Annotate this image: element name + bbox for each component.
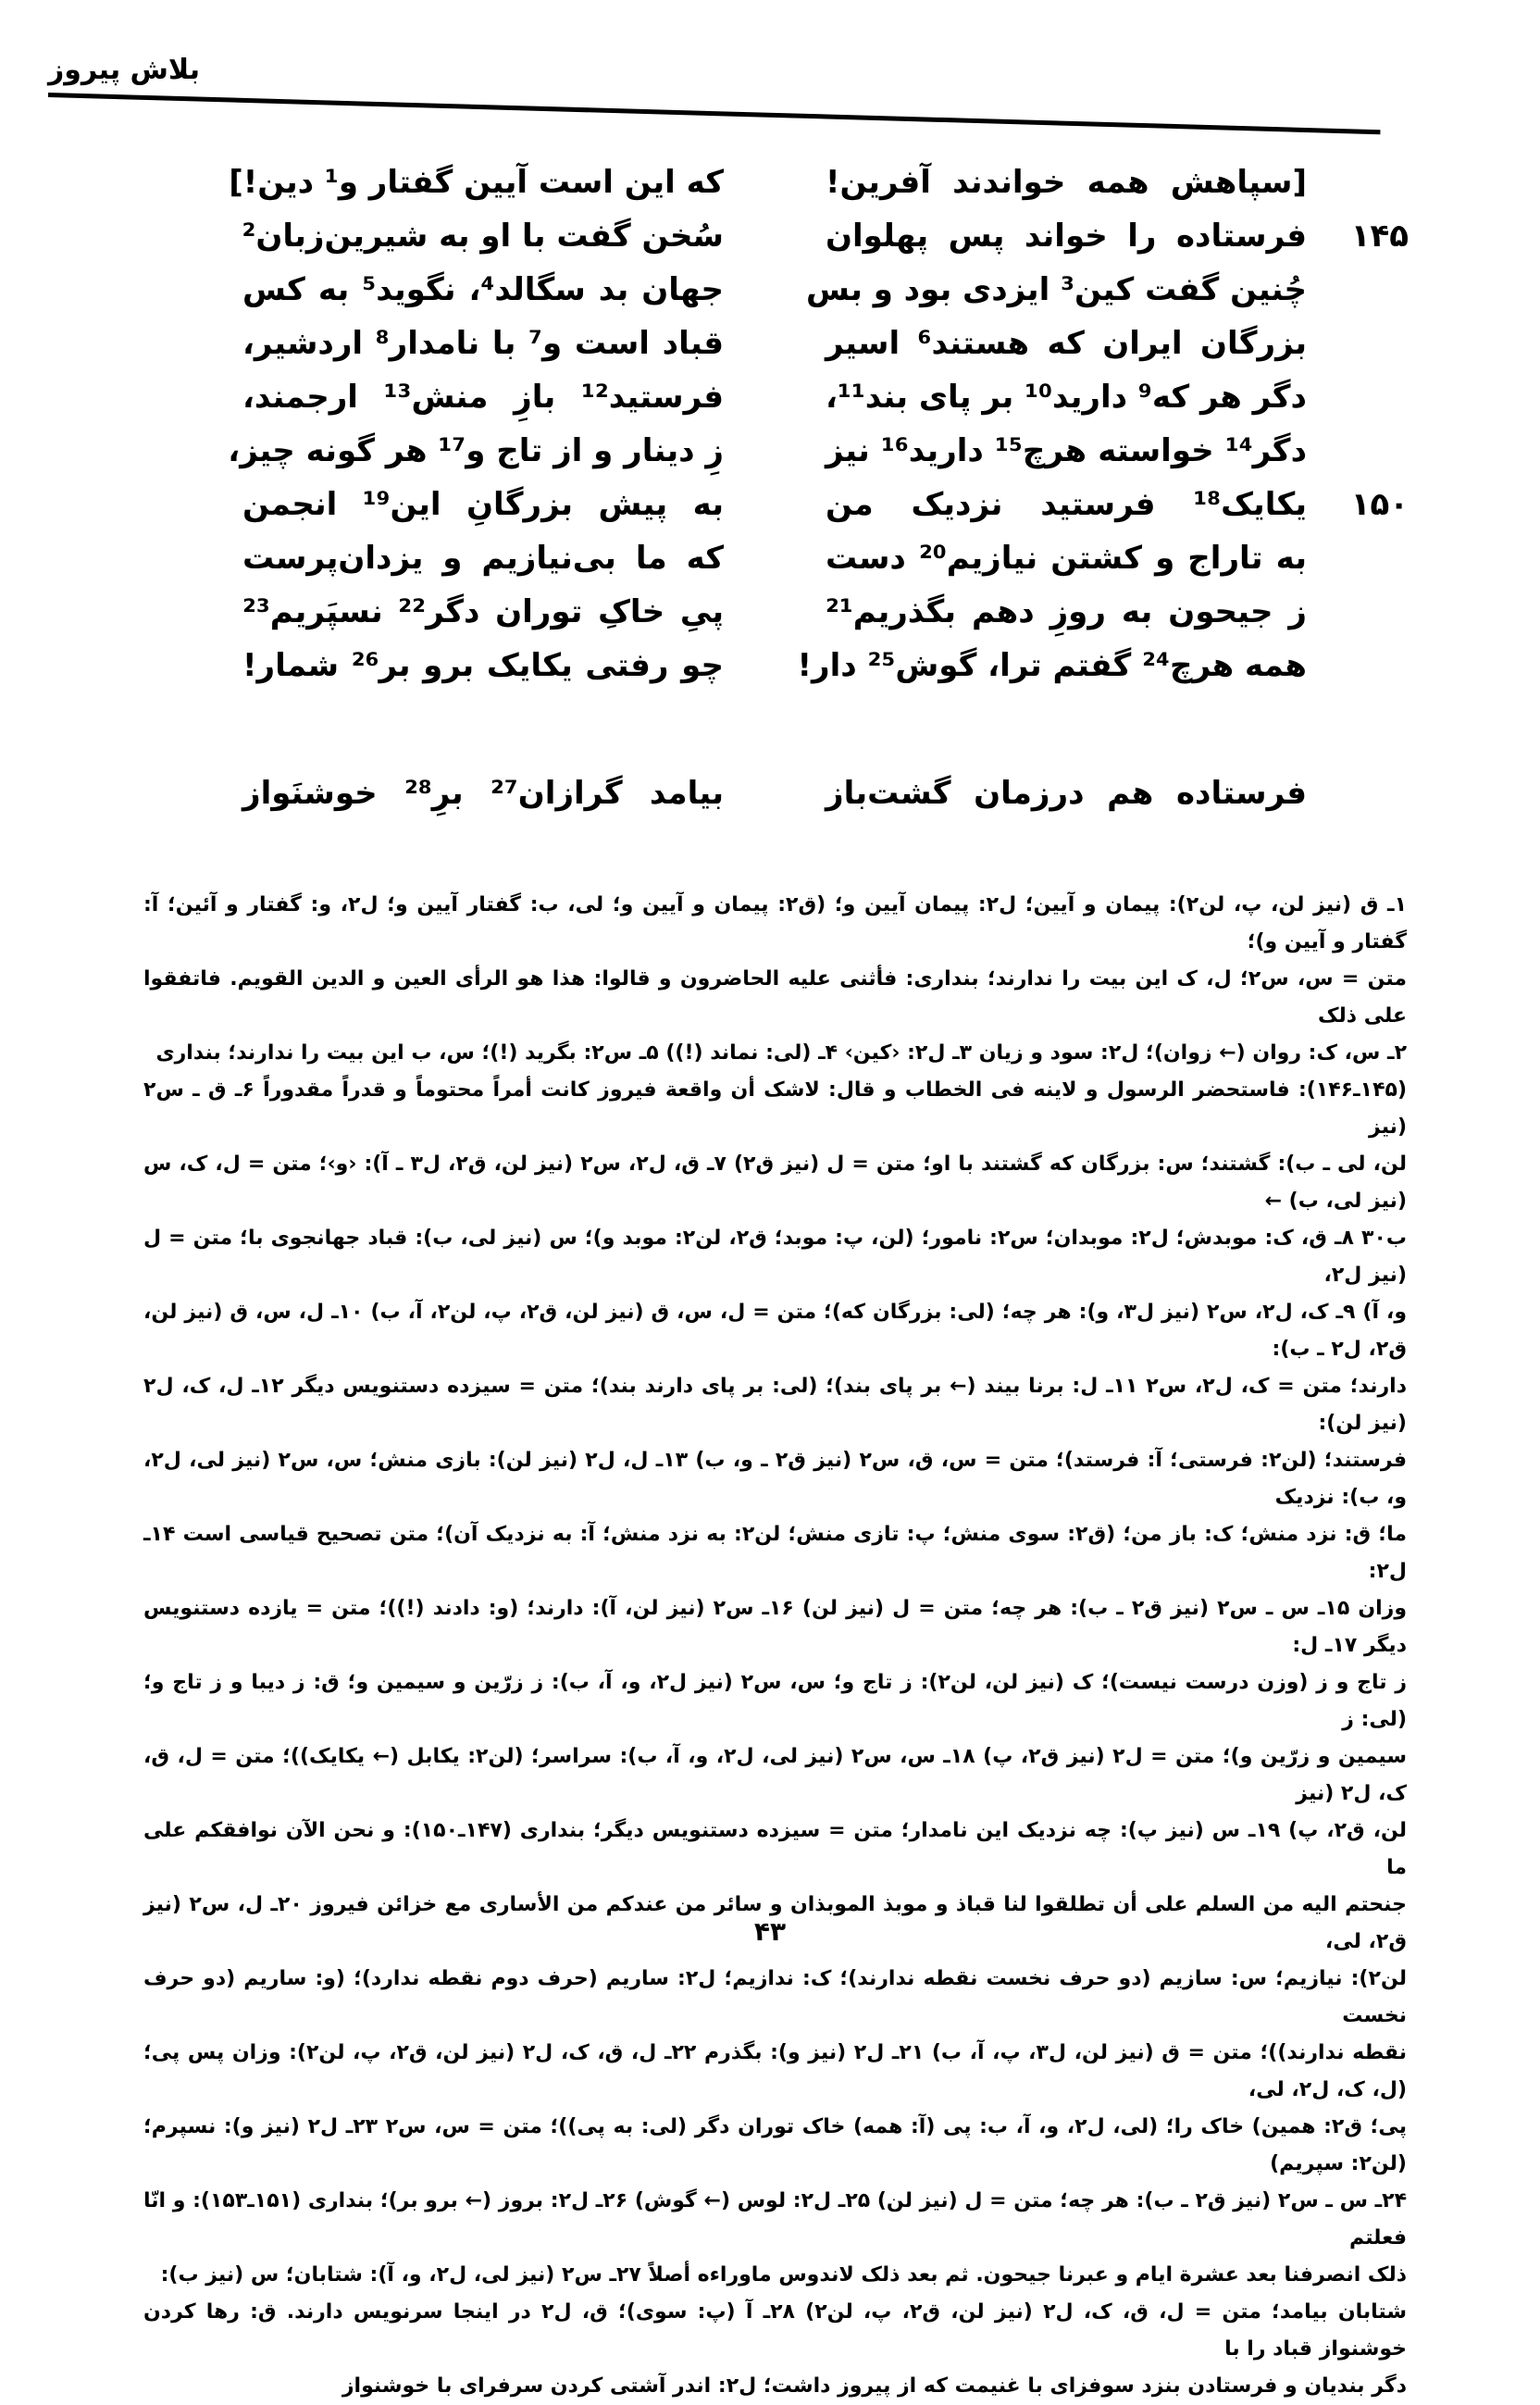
couplet [242,370,1409,424]
footnote-line: (۱۴۵ـ۱۴۶): فاستحضر الرسول و لاینه فی الخطاب و قال: لاشک أن واقعة فیروز کانت أمراً محتوماً و قدراً مقدوراً ۶ـ ق ـ س۲ (نیز [143,1078,1407,1139]
hemistich-right: [سپاهش همه خواندند آفرین! [826,164,1307,201]
poem-body [228,156,1409,692]
footnote-line: سیمین و زرّین و)؛ متن = ل۲ (نیز ق۲، پ) ۱۸ـ س، س۲ (نیز لی، ل۲، و، آ، ب): سراسر؛ (لن۲: یکابل (← یکایک))؛ متن = ل، ق، ک، ل۲ (نیز [143,1745,1407,1805]
couplet [242,639,1409,692]
couplet [242,209,1409,263]
footnote-line: ۲ـ س، ک: روان (← زوان)؛ ل۲: سود و زیان ۳ـ ل۲: ‹کین› ۴ـ (لی: نماند (!)) ۵ـ س۲: بگرید (!)؛ س، ب این بیت را ندارند؛ بنداری [155,1041,1407,1065]
hemistich-right: دگر¹⁴ خواسته هرچ¹⁵ دارید¹⁶ نیز [826,432,1308,469]
footnote-line: ۱ـ ق (نیز لن، پ، لن۲): پیمان و آیین؛ ل۲: پیمان آیین و؛ (ق۲: پیمان و آیین و؛ لی، ب: گفتار آیین و؛ ل۲، و: گفتار و آئین؛ آ: گفتار و آیین و)؛ [143,893,1407,953]
footnote-line: نقطه ندارند))؛ متن = ق (نیز لن، ل۳، پ، آ، ب) ۲۱ـ ل۲ (نیز و): بگذرم ۲۲ـ ل، ق، ک، ل۲ (نیز لن، ق۲، پ، لن۲): وزان پس پی؛ (ل، ک، ل۲، لی، [143,2041,1407,2101]
footnote-line: و، آ) ۹ـ ک، ل۲، س۲ (نیز ل۳، و): هر چه؛ (لی: بزرگان که)؛ متن = ل، س، ق (نیز لن، ق۲، پ، لن۲، آ، ب) ۱۰ـ ل، س، ق (نیز لن، ق۲، ل۲ ـ ب): [143,1301,1408,1361]
footnote-line: متن = س، س۲؛ ل، ک این بیت را ندارند؛ بنداری: فأثنی علیه الحاضرون و قالوا: هذا هو الرأی العین و الدین القویم. فاتفقوا علی ذلک [143,967,1407,1028]
footnote-line: پی؛ ق۲: همین) خاک را؛ (لی، ل۲، و، آ، ب: پی (آ: همه) خاک توران دگر (لی: به پی))؛ متن = س، س۲ ۲۳ـ ل۲ (نیز و): نسپرم؛ (لن۲: سپریم) [143,2115,1407,2175]
hemistich-right: فرستاده را خواند پس پهلوان [826,218,1307,255]
hemistich-right: فرستاده هم درزمان گشت‌باز [826,775,1307,812]
hemistich-right: دگر هر که⁹ دارید¹⁰ بر پای بند¹¹، [826,379,1307,416]
hemistich-left: بیامد گرازان²⁷ برِ²⁸ خوشنَواز [242,775,724,812]
hemistich-left: پیِ خاکِ توران دگر²² نسپَریم²³ [242,593,724,630]
couplet [242,585,1409,639]
footnote-line: شتابان بیامد؛ متن = ل، ق، ک، ل۲ (نیز لن، ق۲، پ، لن۲) ۲۸ـ آ (پ: سوی)؛ ق، ل۲ در اینجا سرنویس دارند. ق: رها کردن خوشنواز قباد را با [143,2300,1408,2361]
footnote-line: فرستند؛ (لن۲: فرستی؛ آ: فرستد)؛ متن = س، ق، س۲ (نیز ق۲ ـ و، ب) ۱۳ـ ل، ل۲ (نیز لن): بازی منش؛ س، س۲ (نیز لی، ل۲، و، ب): نزدیک [143,1449,1407,1509]
footnote-line: لن، ق۲، پ) ۱۹ـ س (نیز پ): چه نزدیک این نامدار؛ متن = سیزده دستنویس دیگر؛ بنداری (۱۴۷ـ۱۵۰): و نحن الآن نوافقکم علی ما [143,1819,1408,1879]
hemistich-right: بزرگان ایران که هستند⁶ اسیر [826,325,1307,362]
hemistich-right: به تاراج و کشتن نیازیم²⁰ دست [826,540,1307,577]
hemistich-right: چُنین گفت کین³ ایزدی بود و بس [806,271,1307,308]
hemistich-right: یکایک¹⁸ فرستید نزدیک من [826,486,1307,523]
verse-number: ۱۵۰ [1350,486,1409,523]
hemistich-right: ز جیحون به روزِ دهم بگذریم²¹ [826,593,1307,630]
couplet [228,424,1409,478]
hemistich-left: فرستید¹² بازِ منش¹³ ارجمند، [242,379,724,416]
footnote-line: لن۲): نیازیم؛ س: سازیم (دو حرف نخست نقطه ندارند)؛ ک: ندازیم؛ ل۲: ساریم (حرف دوم نقطه ندارد)؛ (و: ساریم (دو حرف نخست [143,1967,1407,2027]
footnote-line: لن، لی ـ ب): گشتند؛ س: بزرگان که گشتند با او؛ متن = ل (نیز ق۲) ۷ـ ق، ل۲، س۲ (نیز لن، ق۲، ل۳ ـ آ): ‹و›؛ متن = ل، ک، س (نیز لی، ب) ← [143,1153,1408,1213]
footnote-line: دارند؛ متن = ک، ل۲، س۲ ۱۱ـ ل: برنا بیند (← بر پای بند)؛ (لی: بر پای دارند بند)؛ متن = سیزده دستنویس دیگر ۱۲ـ ل، ک، ل۲ (نیز لن): [143,1375,1407,1435]
footnote-line: ما؛ ق: نزد منش؛ ک: باز من؛ (ق۲: سوی منش؛ پ: تازی منش؛ لن۲: به نزد منش؛ آ: به نزدیک آن)؛ متن تصحیح قیاسی است ۱۴ـ ل۲: [143,1523,1408,1583]
couplet [242,263,1409,317]
hemistich-left: قباد است و⁷ با نامدار⁸ اردشیر، [242,325,724,362]
couplet [242,531,1409,585]
footnote-line: ۲۴ـ س ـ س۲ (نیز ق۲ ـ ب): هر چه؛ متن = ل (نیز لن) ۲۵ـ ل۲: لوس (← گوش) ۲۶ـ ل۲: بروز (← برو بر)؛ بنداری (۱۵۱ـ۱۵۳): و انّا فعلتم [143,2189,1407,2249]
hemistich-left: جهان بد سگالد⁴، نگوید⁵ به کس [242,271,724,308]
footnote-line: ز تاج و ز (وزن درست نیست)؛ ک (نیز لن، لن۲): ز تاج و؛ س، س۲ (نیز ل۲، و، آ، ب): ز زرّین و سیمین و؛ ق: ز دیبا و ز تاج و؛ (لی: ز [143,1671,1408,1731]
verse-number: ۱۴۵ [1350,218,1409,255]
hemistich-right: همه هرچ²⁴ گفتم ترا، گوش²⁵ دار! [797,647,1307,684]
couplet [229,156,1409,209]
hemistich-left: چو رفتی یکایک برو بر²⁶ شمار! [242,647,724,684]
hemistich-left: که ما بی‌نیازیم و یزدان‌پرست [242,540,724,577]
final-couplet [242,766,1409,820]
footnotes [143,887,1407,2405]
running-title: بلاش پیروز [48,54,200,86]
hemistich-left: که این است آیین گفتار و¹ دین!] [229,164,724,201]
header-rule [48,93,1381,134]
couplet [242,317,1409,370]
footnote-line: دگر بندیان و فرستادن بنزد سوفزای با غنیمت که از پیروز داشت؛ ل۲: اندر آشتی کردن سرفرای با خوشنواز [342,2374,1407,2398]
footnote-line: وزان ۱۵ـ س ـ س۲ (نیز ق۲ ـ ب): هر چه؛ متن = ل (نیز لن) ۱۶ـ س۲ (نیز لن، آ): دارند؛ (و: دادند (!))؛ متن = یازده دستنویس دیگر ۱۷ـ ل: [143,1597,1407,1657]
hemistich-left: سُخن گفت با او به شیرین‌زبان² [242,218,724,255]
couplet [242,478,1409,531]
page-number: ۴۳ [753,1916,787,1947]
footnote-line: ذلک انصرفنا بعد عشرة ایام و عبرنا جیحون. ثم بعد ذلک لاندوس ماوراءه أصلاً ۲۷ـ س۲ (نیز لی، ل۲، و، آ): شتابان؛ س (نیز ب): [160,2263,1407,2287]
hemistich-left: به پیش بزرگانِ این¹⁹ انجمن [242,486,724,523]
footnote-line: جنحتم الیه من السلم علی أن تطلقوا لنا قباذ و موبذ الموبذان و سائر من عندکم من الأساری مع خزائن فیروز ۲۰ـ ل، س۲ (نیز ق۲، لی، [143,1893,1407,1953]
hemistich-left: زِ دینار و از تاج و¹⁷ هر گونه چیز، [228,432,724,469]
footnote-line: ب۳۰ ۸ـ ق، ک: موبدش؛ ل۲: موبدان؛ س۲: نامور؛ (لن، پ: موبد؛ ق۲، لن۲: موبد و)؛ س (نیز لی، ب): قباد جهانجوی با؛ متن = ل (نیز ل۲، [143,1227,1408,1287]
